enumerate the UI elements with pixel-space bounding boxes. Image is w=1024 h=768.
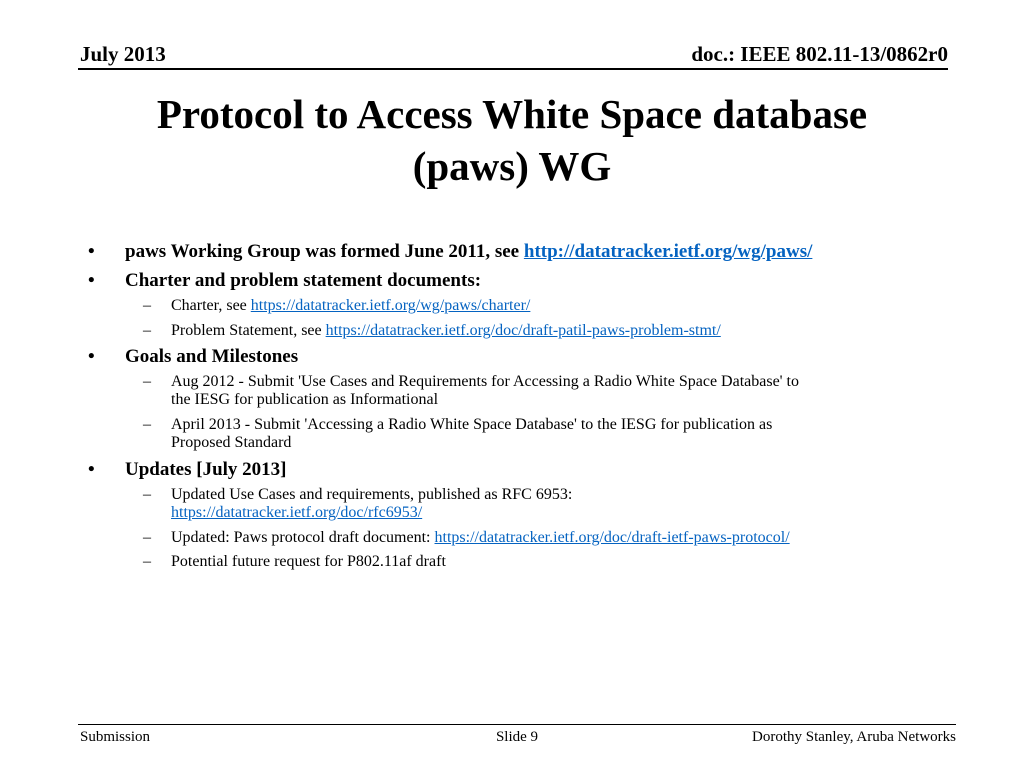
bullet-paws-formed (88, 241, 985, 263)
bullet-updates (88, 459, 985, 481)
dash-marker: – (143, 373, 151, 390)
sub-bullet-protocol-draft (143, 529, 961, 547)
sub-bullet-text: Potential future request for P802.11af draft (171, 553, 446, 570)
paws-protocol-link[interactable]: https://datatracker.ietf.org/doc/draft-ietf-paws-protocol/ (434, 529, 790, 546)
dash-marker: – (143, 322, 151, 339)
dash-marker: – (143, 529, 151, 546)
sub-bullet-aug-2012 (143, 373, 961, 409)
problem-statement-link[interactable]: https://datatracker.ietf.org/doc/draft-patil-paws-problem-stmt/ (325, 322, 721, 339)
header-date: July 2013 (80, 42, 166, 66)
sub-bullet-april-2013 (143, 416, 961, 452)
sub-bullet-p80211af (143, 553, 961, 571)
sub-bullet-line-2: the IESG for publication as Informational (171, 391, 439, 408)
dash-marker: – (143, 553, 151, 570)
paws-wg-link[interactable]: http://datatracker.ietf.org/wg/paws/ (523, 241, 813, 262)
bullet-text: paws Working Group was formed June 2011, see (125, 241, 524, 262)
bullet-marker: • (88, 346, 95, 367)
sub-bullet-line-1: Updated Use Cases and requirements, published as RFC 6953: (171, 486, 573, 503)
slide-title-line-2: (paws) WG (412, 143, 612, 189)
footer-slide-number: Slide 9 (495, 729, 539, 745)
sub-bullet-line-2: Proposed Standard (171, 434, 292, 451)
sub-bullet-rfc6953 (143, 486, 961, 522)
bullet-text: Updates [July 2013] (125, 459, 287, 480)
footer-submission: Submission (80, 729, 151, 745)
dash-marker: – (143, 416, 151, 433)
rfc6953-link[interactable]: https://datatracker.ietf.org/doc/rfc6953/ (171, 504, 423, 521)
bullet-marker: • (88, 459, 95, 480)
sub-bullet-line-1: April 2013 - Submit 'Accessing a Radio White Space Database' to the IESG for publication as (171, 416, 773, 433)
sub-bullet-text: Problem Statement, see (171, 322, 326, 339)
bullet-charter-documents (88, 270, 985, 292)
sub-bullet-text: Updated: Paws protocol draft document: (171, 529, 435, 546)
sub-bullet-problem-statement (143, 322, 961, 340)
slide-title-line-1: Protocol to Access White Space database (156, 91, 868, 137)
dash-marker: – (143, 486, 151, 503)
charter-link[interactable]: https://datatracker.ietf.org/wg/paws/charter/ (250, 297, 531, 314)
header-divider (78, 68, 948, 70)
sub-bullet-line-1: Aug 2012 - Submit 'Use Cases and Requirements for Accessing a Radio White Space Database' to (171, 373, 799, 390)
header-doc-id: doc.: IEEE 802.11-13/0862r0 (691, 42, 948, 66)
bullet-text: Goals and Milestones (125, 346, 299, 367)
bullet-goals-milestones (88, 346, 985, 368)
footer-divider (78, 724, 956, 725)
dash-marker: – (143, 297, 151, 314)
sub-bullet-charter (143, 297, 961, 315)
bullet-text: Charter and problem statement documents: (125, 270, 482, 291)
slide-title (60, 88, 964, 192)
footer-author: Dorothy Stanley, Aruba Networks (752, 729, 956, 745)
bullet-marker: • (88, 241, 95, 262)
sub-bullet-text: Charter, see (171, 297, 251, 314)
bullet-marker: • (88, 270, 95, 291)
